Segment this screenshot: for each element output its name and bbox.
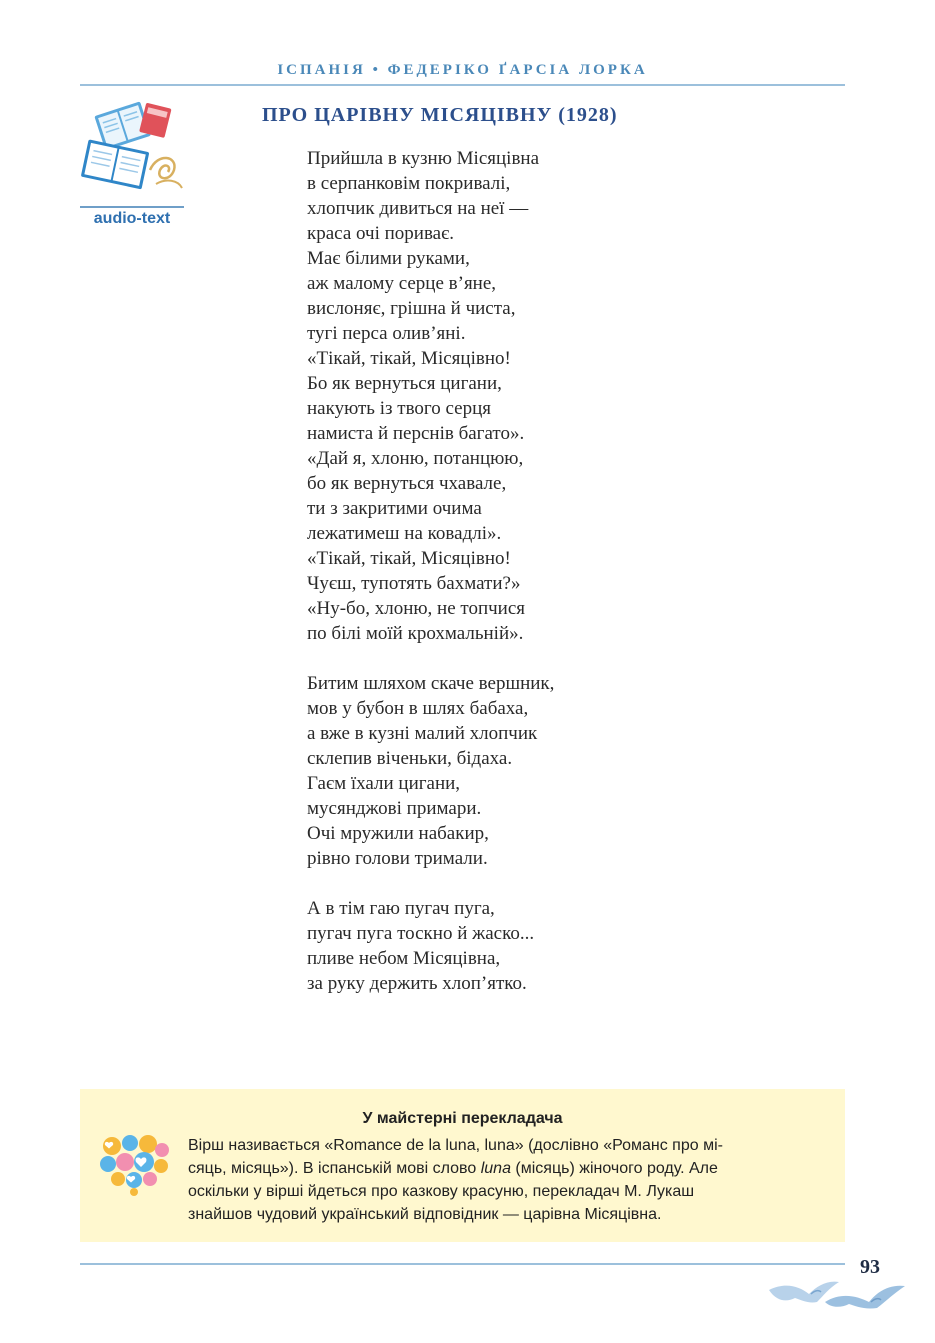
running-title: ІСПАНІЯ • ФЕДЕРІКО ҐАРСІА ЛОРКА xyxy=(277,62,648,78)
poem-stanza xyxy=(307,896,827,996)
heart-icon xyxy=(98,1134,170,1196)
page-number: 93 xyxy=(860,1256,880,1278)
poem-line: бо як вернуться чхавале, xyxy=(307,473,507,494)
books-icon xyxy=(78,100,186,194)
note-text xyxy=(188,1134,818,1226)
note-line: оскільки у вірші йдеться про казкову красуню, перекладач М. Лукаш xyxy=(188,1183,695,1200)
poem-line: намиста й перснів багато». xyxy=(307,423,525,444)
poem-line: «Тікай, тікай, Місяцівно! xyxy=(307,348,511,369)
poem-line: «Ну-бо, хлоню, не топчися xyxy=(307,598,526,619)
header-divider xyxy=(80,84,845,86)
poem-title: ПРО ЦАРІВНУ МІСЯЦІВНУ (1928) xyxy=(262,104,618,126)
translator-note xyxy=(80,1089,845,1242)
poem-line: по білі моїй крохмальній». xyxy=(307,623,524,644)
birds-icon xyxy=(765,1272,910,1314)
poem-line: накують із твого серця xyxy=(307,398,491,419)
poem-line: Прийшла в кузню Місяцівна xyxy=(307,148,540,169)
note-line: сяць, місяць»). В іспанській мові слово luna (місяць) жіночого роду. Але xyxy=(188,1160,718,1177)
poem-line: лежатимеш на ковадлі». xyxy=(307,523,502,544)
poem-body xyxy=(307,146,827,1021)
poem-line: пугач пуга тоскно й жаско... xyxy=(307,923,535,944)
poem-line: Чуєш, тупотять бахмати?» xyxy=(307,573,521,594)
poem-line: вислоняє, грішна й чиста, xyxy=(307,298,516,319)
poem-line: «Тікай, тікай, Місяцівно! xyxy=(307,548,511,569)
note-line: Вірш називається «Romance de la luna, luna» (дослівно «Романс про мі- xyxy=(188,1137,723,1154)
poem-line: мов у бубон в шлях бабаха, xyxy=(307,698,529,719)
poem-line: аж малому серце в’яне, xyxy=(307,273,497,294)
poem-line: Гаєм їхали цигани, xyxy=(307,773,461,794)
poem-line: А в тім гаю пугач пуга, xyxy=(307,898,495,919)
poem-stanza xyxy=(307,671,827,871)
poem-line: Бо як вернуться цигани, xyxy=(307,373,502,394)
poem-line: тугі перса олив’яні. xyxy=(307,323,466,344)
audio-divider xyxy=(80,206,184,208)
poem-line: краса очі пориває. xyxy=(307,223,454,244)
poem-line: пливе небом Місяцівна, xyxy=(307,948,501,969)
poem-line: Очі мружили набакир, xyxy=(307,823,489,844)
poem-line: склепив віченьки, бідаха. xyxy=(307,748,513,769)
note-title: У майстерні перекладача xyxy=(362,1110,563,1127)
audio-text-label[interactable]: audio-text xyxy=(93,210,171,227)
poem-stanza xyxy=(307,146,827,646)
note-line: знайшов чудовий український відповідник — царівна Місяцівна. xyxy=(188,1206,662,1223)
poem-line: за руку держить хлоп’ятко. xyxy=(307,973,527,994)
footer-divider xyxy=(80,1263,845,1265)
poem-line: мусянджові примари. xyxy=(307,798,482,819)
poem-line: а вже в кузні малий хлопчик xyxy=(307,723,538,744)
poem-line: Має білими руками, xyxy=(307,248,470,269)
poem-line: хлопчик дивиться на неї — xyxy=(307,198,529,219)
poem-line: в серпанковім покривалі, xyxy=(307,173,511,194)
poem-line: рівно голови тримали. xyxy=(307,848,488,869)
poem-line: Битим шляхом скаче вершник, xyxy=(307,673,555,694)
poem-line: ти з закритими очима xyxy=(307,498,482,519)
poem-line: «Дай я, хлоню, потанцюю, xyxy=(307,448,524,469)
